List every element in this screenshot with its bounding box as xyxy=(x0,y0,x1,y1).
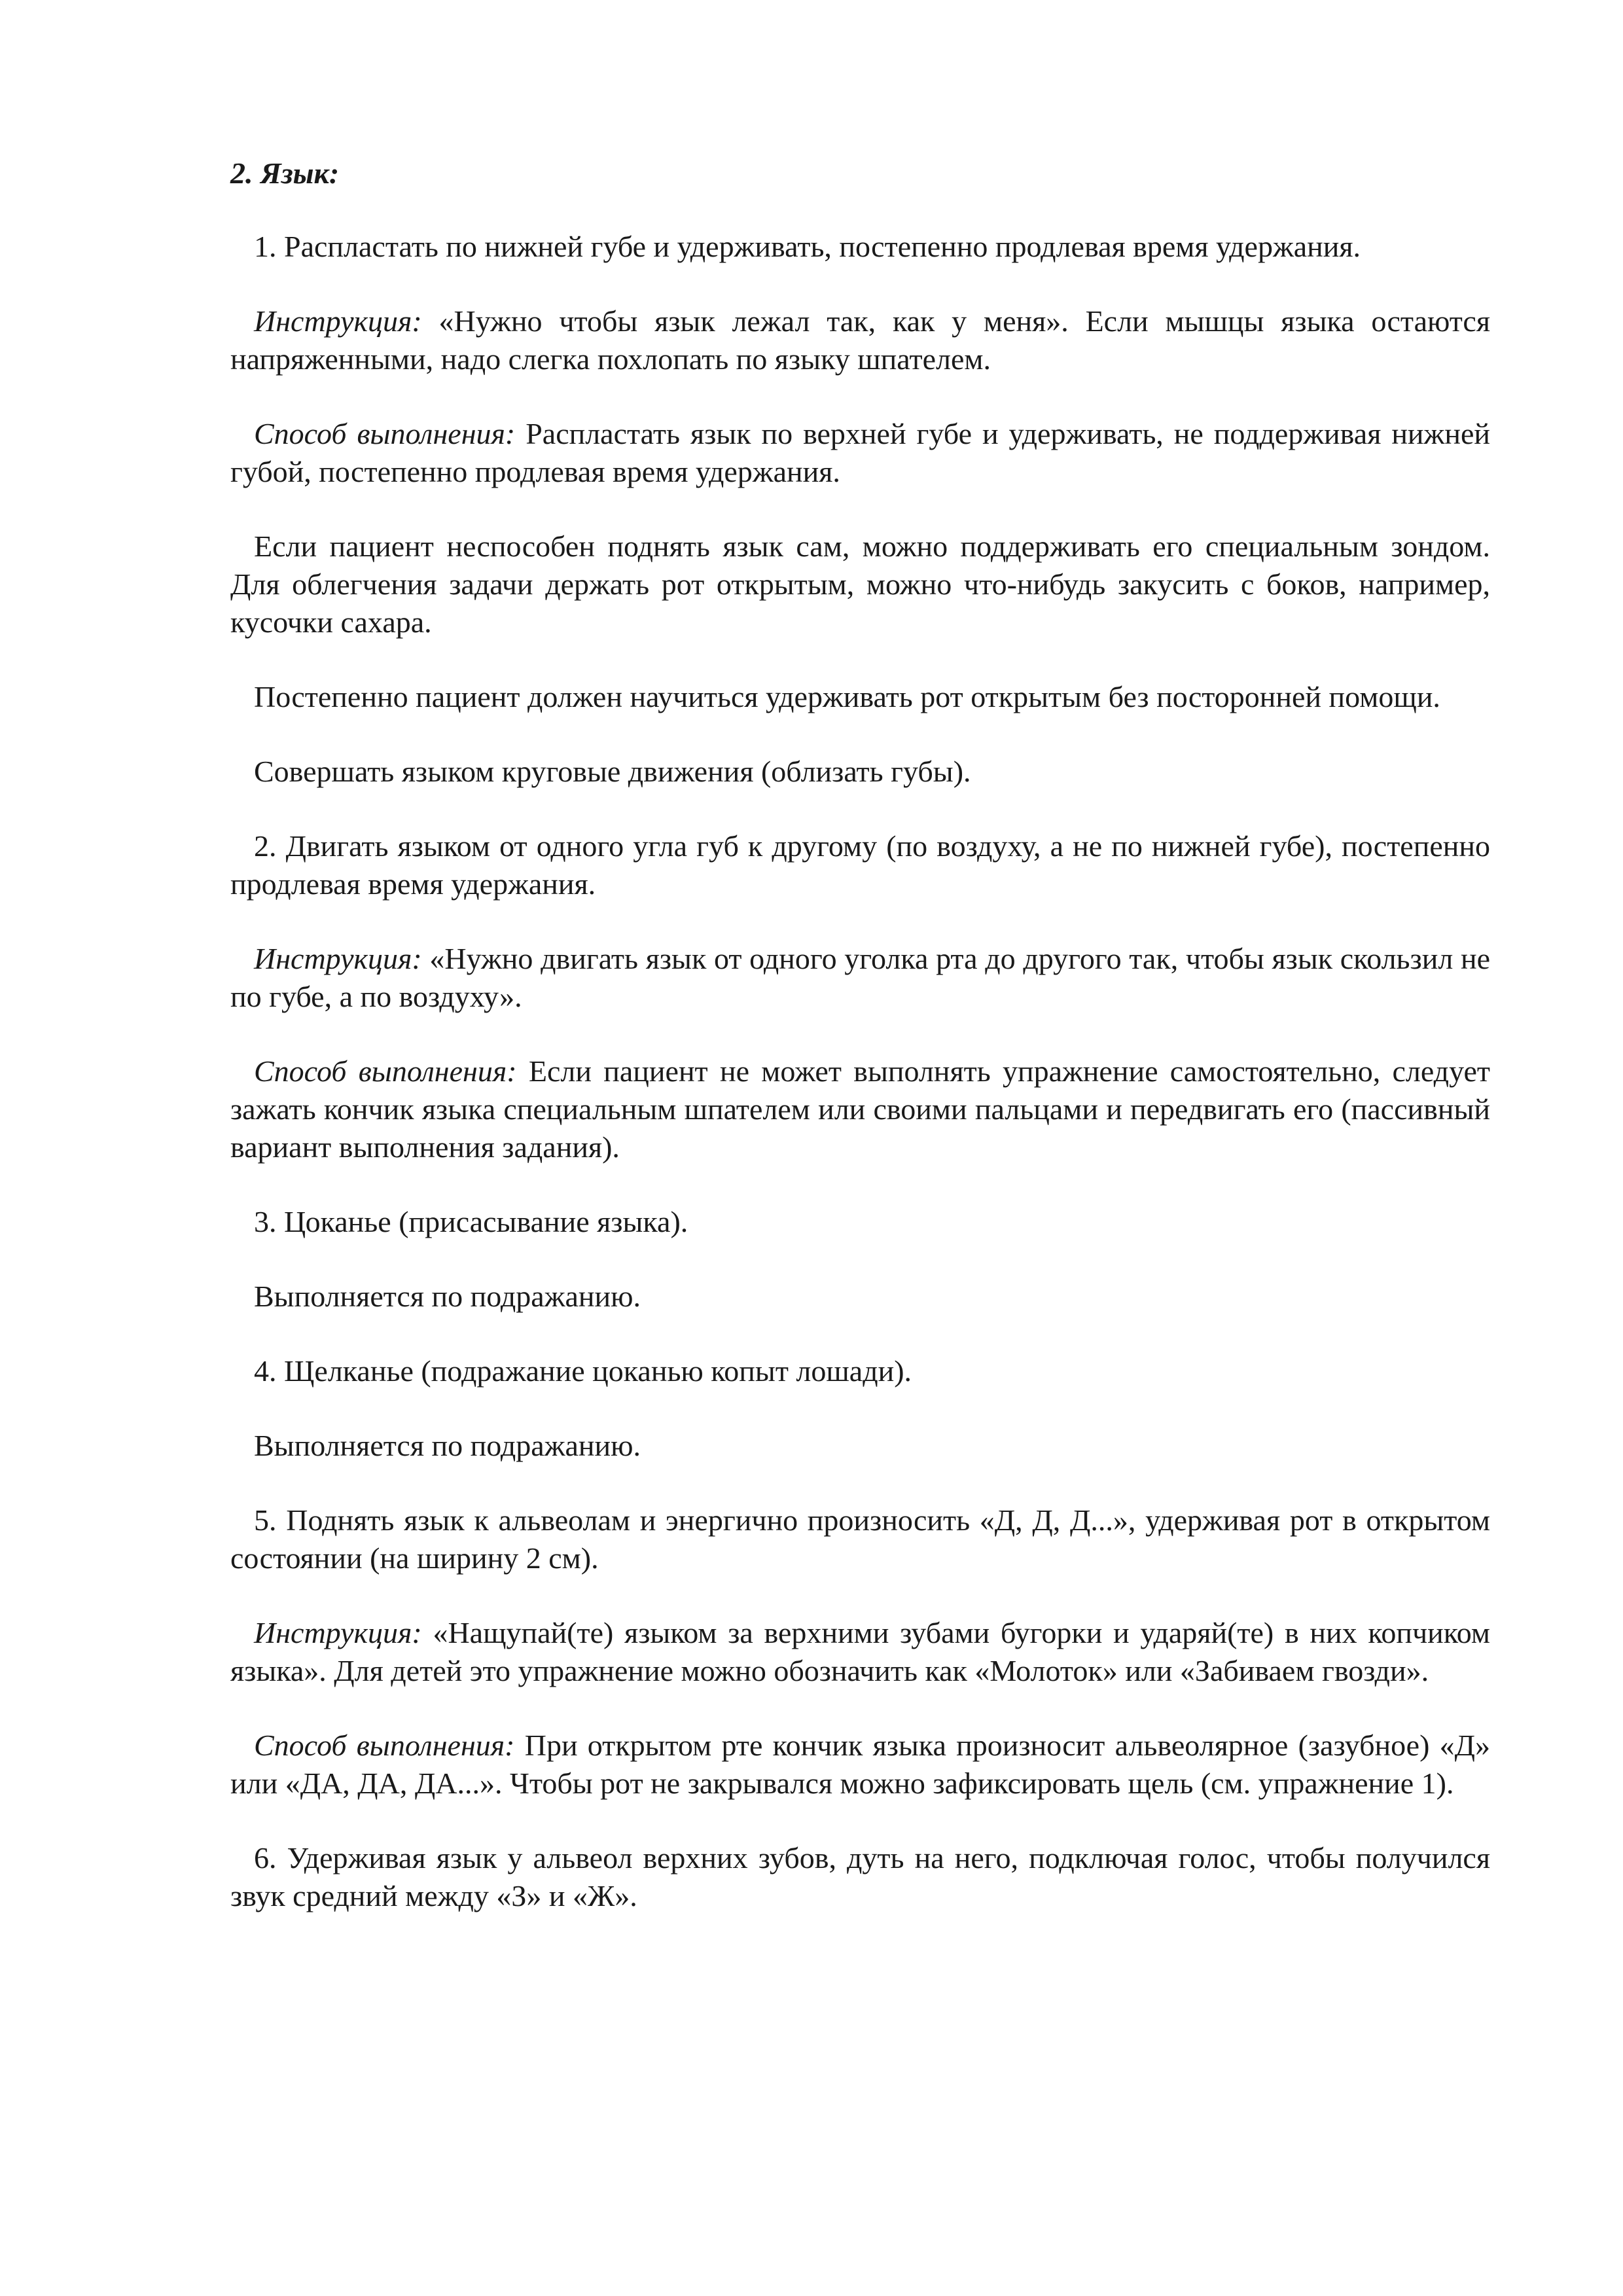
exercise-4-note-paragraph xyxy=(230,1427,1490,1465)
paragraph-text: Выполняется по подражанию. xyxy=(254,1429,641,1462)
paragraph-lead: Способ выполнения: xyxy=(254,1054,517,1088)
exercise-3-paragraph xyxy=(230,1203,1490,1241)
paragraph-lead: Инструкция: xyxy=(254,304,422,338)
section-heading: 2. Язык: xyxy=(230,156,340,190)
note-independent-paragraph xyxy=(230,678,1490,716)
exercise-4-paragraph xyxy=(230,1352,1490,1390)
exercise-5-paragraph xyxy=(230,1501,1490,1577)
note-support-paragraph xyxy=(230,528,1490,641)
exercise-3-note-paragraph xyxy=(230,1278,1490,1316)
paragraph-text: 6. Удерживая язык у альвеол верхних зубов, дуть на него, подключая голос, чтобы получился звук средний между «З» и «Ж». xyxy=(230,1841,1490,1912)
paragraph-lead: Инструкция: xyxy=(254,1616,422,1649)
exercise-2-paragraph xyxy=(230,827,1490,903)
paragraph-lead: Способ выполнения: xyxy=(254,1729,515,1762)
document-page xyxy=(230,154,1490,1952)
paragraph-text: «Нащупай(те) языком за верхними зубами бугорки и ударяй(те) в них копчиком языка». Для детей это упражнение можно обозначить как «Молоток» или «Забиваем гвозди». xyxy=(230,1616,1490,1687)
paragraph-text: 5. Поднять язык к альвеолам и энергично произносить «Д, Д, Д...», удерживая рот в открытом состоянии (на ширину 2 см). xyxy=(230,1503,1490,1575)
circular-movement-paragraph xyxy=(230,753,1490,791)
exercise-1-paragraph xyxy=(230,228,1490,266)
instruction-2-paragraph xyxy=(230,940,1490,1016)
method-5-paragraph xyxy=(230,1727,1490,1803)
paragraph-text: 4. Щелканье (подражание цоканью копыт лошади). xyxy=(254,1354,912,1388)
method-2-paragraph xyxy=(230,1052,1490,1166)
paragraph-text: Если пациент неспособен поднять язык сам, можно поддерживать его специальным зондом. Для облегчения задачи держать рот открытым, можно что-нибудь закусить с боков, например, кусочки сахара. xyxy=(230,529,1490,639)
paragraph-text: Распластать язык по верхней губе и удерживать, не поддерживая нижней губой, постепенно продлевая время удержания. xyxy=(230,417,1490,488)
paragraph-text: Если пациент не может выполнять упражнение самостоятельно, следует зажать кончик языка специальным шпателем или своими пальцами и передвигать его (пассивный вариант выполнения задания). xyxy=(230,1054,1490,1164)
paragraph-text: Выполняется по подражанию. xyxy=(254,1280,641,1313)
paragraph-text: При открытом рте кончик языка произносит альвеолярное (зазубное) «Д» или «ДА, ДА, ДА...». Чтобы рот не закрывался можно зафиксировать щель (см. упражнение 1). xyxy=(230,1729,1490,1800)
paragraph-text: 3. Цоканье (присасывание языка). xyxy=(254,1205,688,1238)
paragraph-lead: Инструкция: xyxy=(254,942,422,975)
exercise-6-paragraph xyxy=(230,1839,1490,1915)
paragraph-lead: Способ выполнения: xyxy=(254,417,516,450)
paragraph-text: «Нужно чтобы язык лежал так, как у меня». Если мышцы языка остаются напряженными, надо слегка похлопать по языку шпателем. xyxy=(230,304,1490,376)
instruction-1-paragraph xyxy=(230,302,1490,378)
instruction-5-paragraph xyxy=(230,1614,1490,1690)
paragraph-text: 1. Распластать по нижней губе и удерживать, постепенно продлевая время удержания. xyxy=(254,230,1361,263)
paragraph-text: 2. Двигать языком от одного угла губ к другому (по воздуху, а не по нижней губе), постепенно продлевая время удержания. xyxy=(230,829,1490,901)
paragraph-text: «Нужно двигать язык от одного уголка рта до другого так, чтобы язык скользил не по губе, а по воздуху». xyxy=(230,942,1490,1013)
paragraph-text: Совершать языком круговые движения (облизать губы). xyxy=(254,755,971,788)
paragraph-text: Постепенно пациент должен научиться удерживать рот открытым без посторонней помощи. xyxy=(254,680,1440,713)
method-1-paragraph xyxy=(230,415,1490,491)
